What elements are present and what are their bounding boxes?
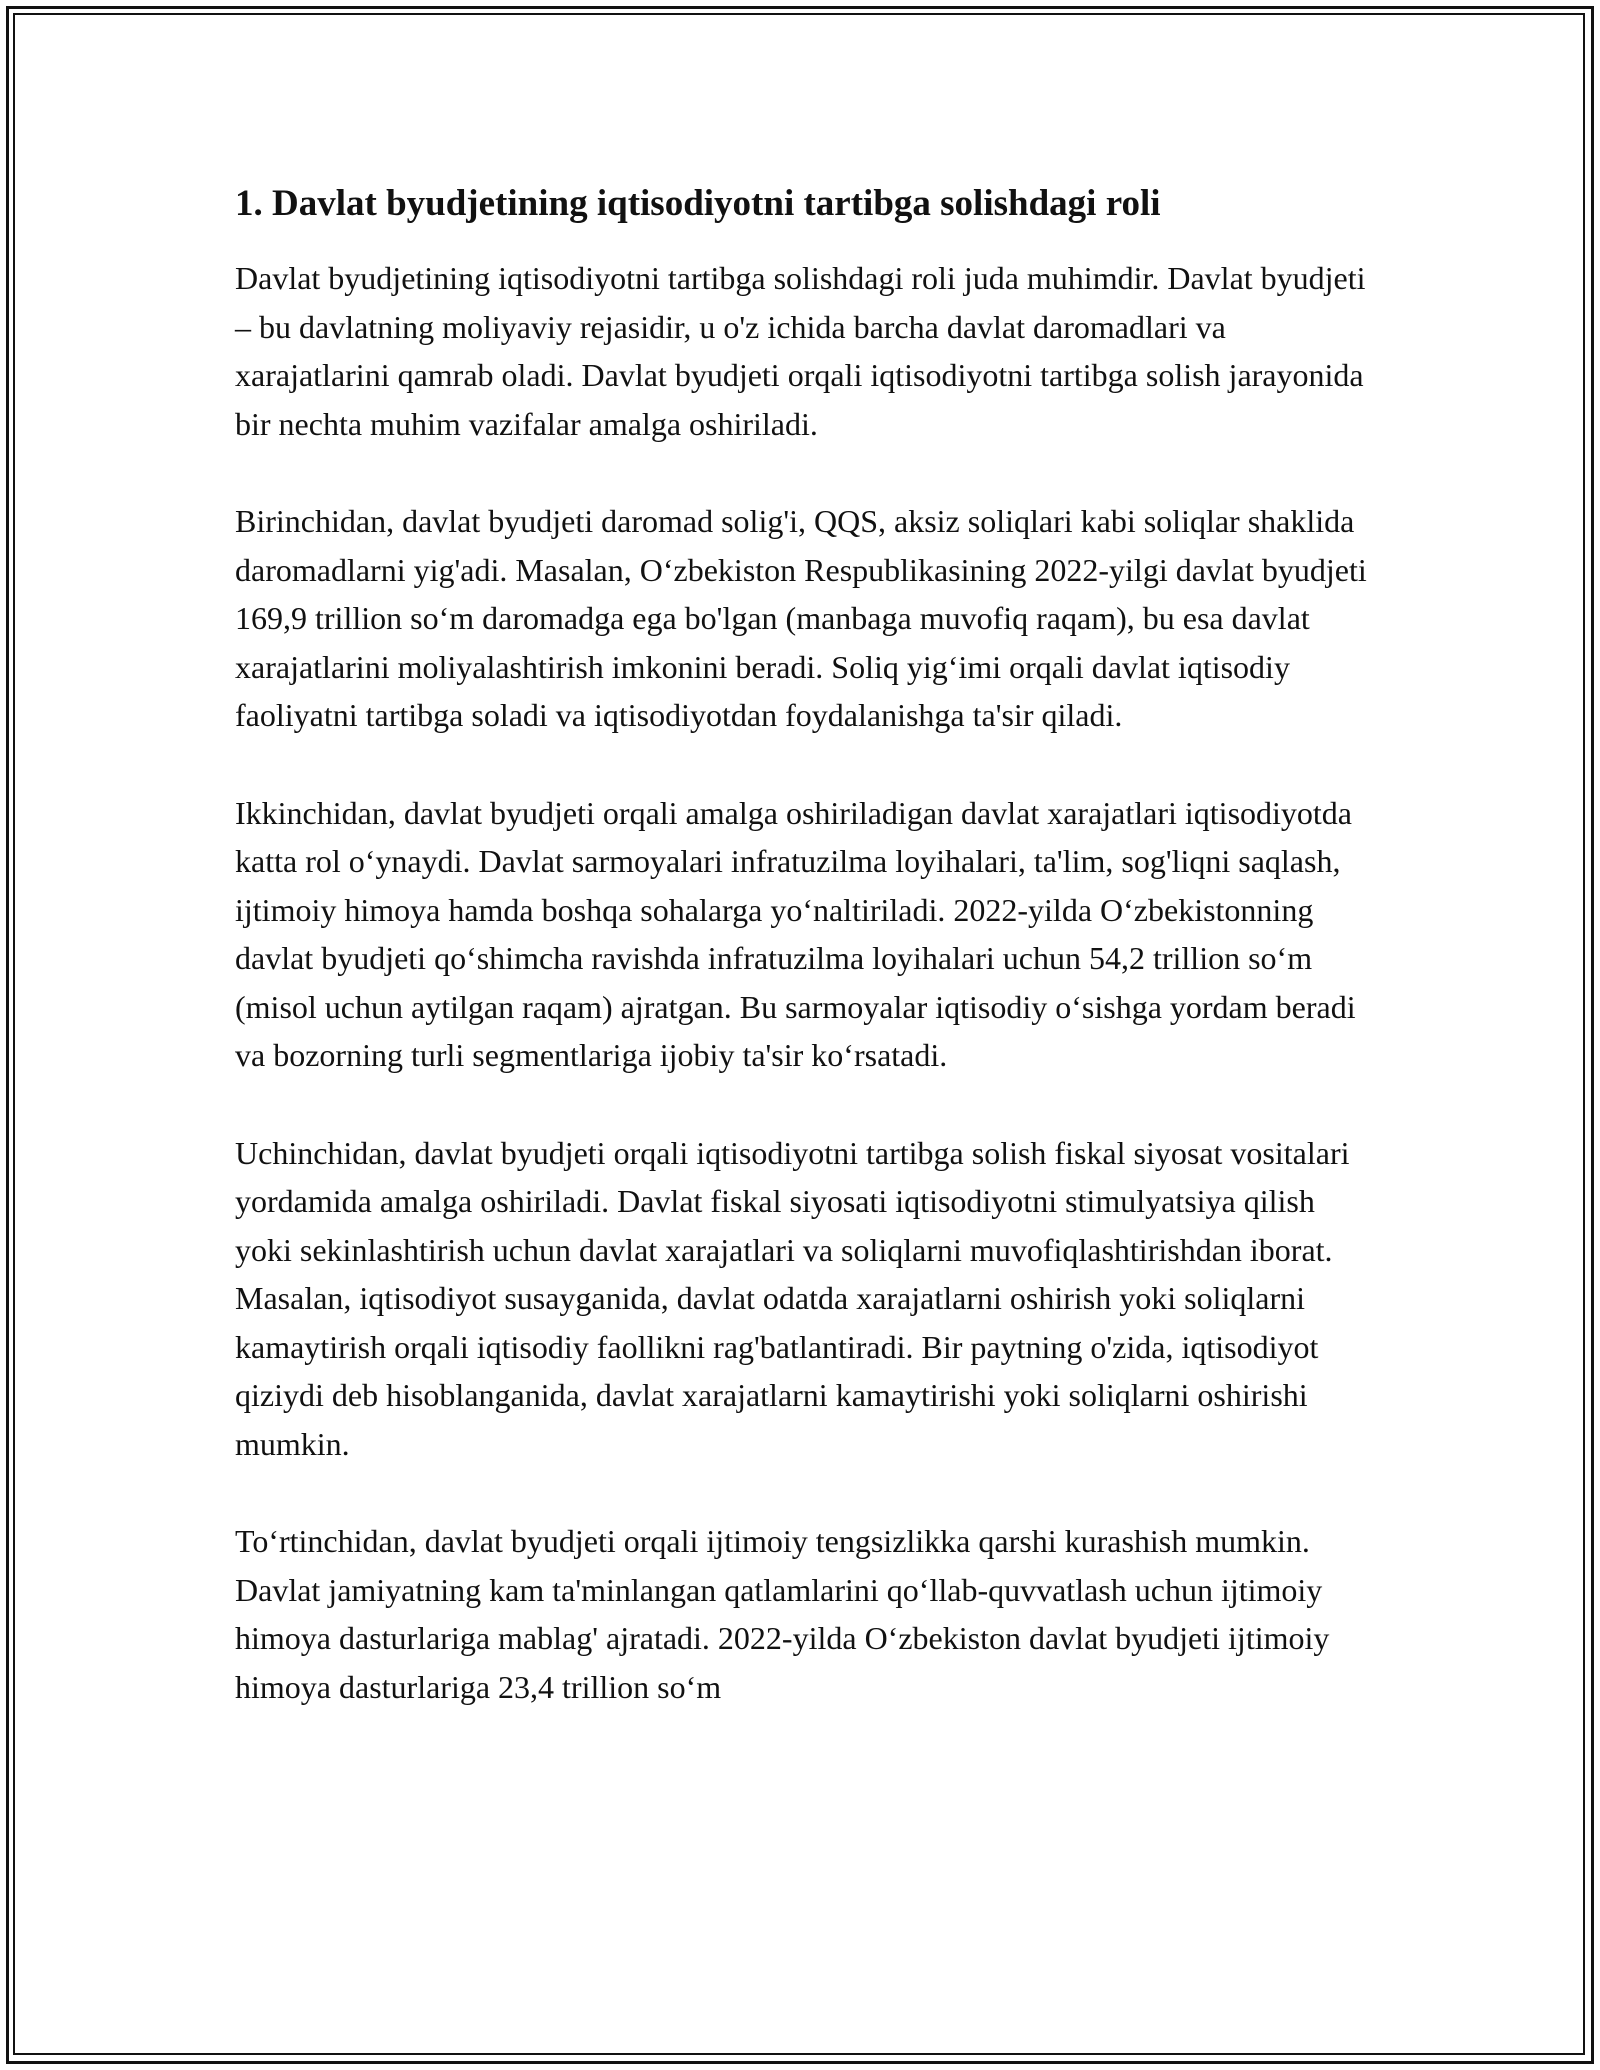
paragraph-fourth: To‘rtinchidan, davlat byudjeti orqali ijtimoiy tengsizlikka qarshi kurashish mumkin. Davlat jamiyatning kam ta'minlangan qatlamlarini qo‘llab-quvvatlash uchun ijtimoiy himoya dasturlariga mablag' ajratadi. 2022-yilda O‘zbekiston davlat byudjeti ijtimoiy himoya dasturlariga 23,4 trillion so‘m	[235, 1523, 1330, 1705]
section-heading: 1. Davlat byudjetining iqtisodiyotni tartibga solishdagi roli	[235, 183, 1161, 224]
paragraph-third: Uchinchidan, davlat byudjeti orqali iqtisodiyotni tartibga solish fiskal siyosat vositalari yordamida amalga oshiriladi. Davlat fiskal siyosati iqtisodiyotni stimulyatsiya qilish yoki sekinlashtirish uchun davlat xarajatlari va soliqlarni muvofiqlashtirishdan iborat. Masalan, iqtisodiyot susayganida, davlat odatda xarajatlarni oshirish yoki soliqlarni kamaytirish orqali iqtisodiy faollikni rag'batlantiradi. Bir paytning o'zida, iqtisodiyot qiziydi deb hisoblanganida, davlat xarajatlarni kamaytirishi yoki soliqlarni oshirishi mumkin.	[235, 1134, 1350, 1462]
document-body	[235, 180, 1375, 1760]
paragraph-second: Ikkinchidan, davlat byudjeti orqali amalga oshiriladigan davlat xarajatlari iqtisodiyotda katta rol o‘ynaydi. Davlat sarmoyalari infratuzilma loyihalari, ta'lim, sog'liqni saqlash, ijtimoiy himoya hamda boshqa sohalarga yo‘naltiriladi. 2022-yilda O‘zbekistonning davlat byudjeti qo‘shimcha ravishda infratuzilma loyihalari uchun 54,2 trillion so‘m (misol uchun aytilgan raqam) ajratgan. Bu sarmoyalar iqtisodiy o‘sishga yordam beradi va bozorning turli segmentlariga ijobiy ta'sir ko‘rsatadi.	[235, 794, 1356, 1074]
paragraph-intro: Davlat byudjetining iqtisodiyotni tartibga solishdagi roli juda muhimdir. Davlat byudjeti – bu davlatning moliyaviy rejasidir, u o'z ichida barcha davlat daromadlari va xarajatlarini qamrab oladi. Davlat byudjeti orqali iqtisodiyotni tartibga solish jarayonida bir nechta muhim vazifalar amalga oshiriladi.	[235, 260, 1366, 442]
paragraph-first: Birinchidan, davlat byudjeti daromad solig'i, QQS, aksiz soliqlari kabi soliqlar shaklida daromadlarni yig'adi. Masalan, O‘zbekiston Respublikasining 2022-yilgi davlat byudjeti 169,9 trillion so‘m daromadga ega bo'lgan (manbaga muvofiq raqam), bu esa davlat xarajatlarini moliyalashtirish imkonini beradi. Soliq yig‘imi orqali davlat iqtisodiy faoliyatni tartibga soladi va iqtisodiyotdan foydalanishga ta'sir qiladi.	[235, 503, 1367, 734]
